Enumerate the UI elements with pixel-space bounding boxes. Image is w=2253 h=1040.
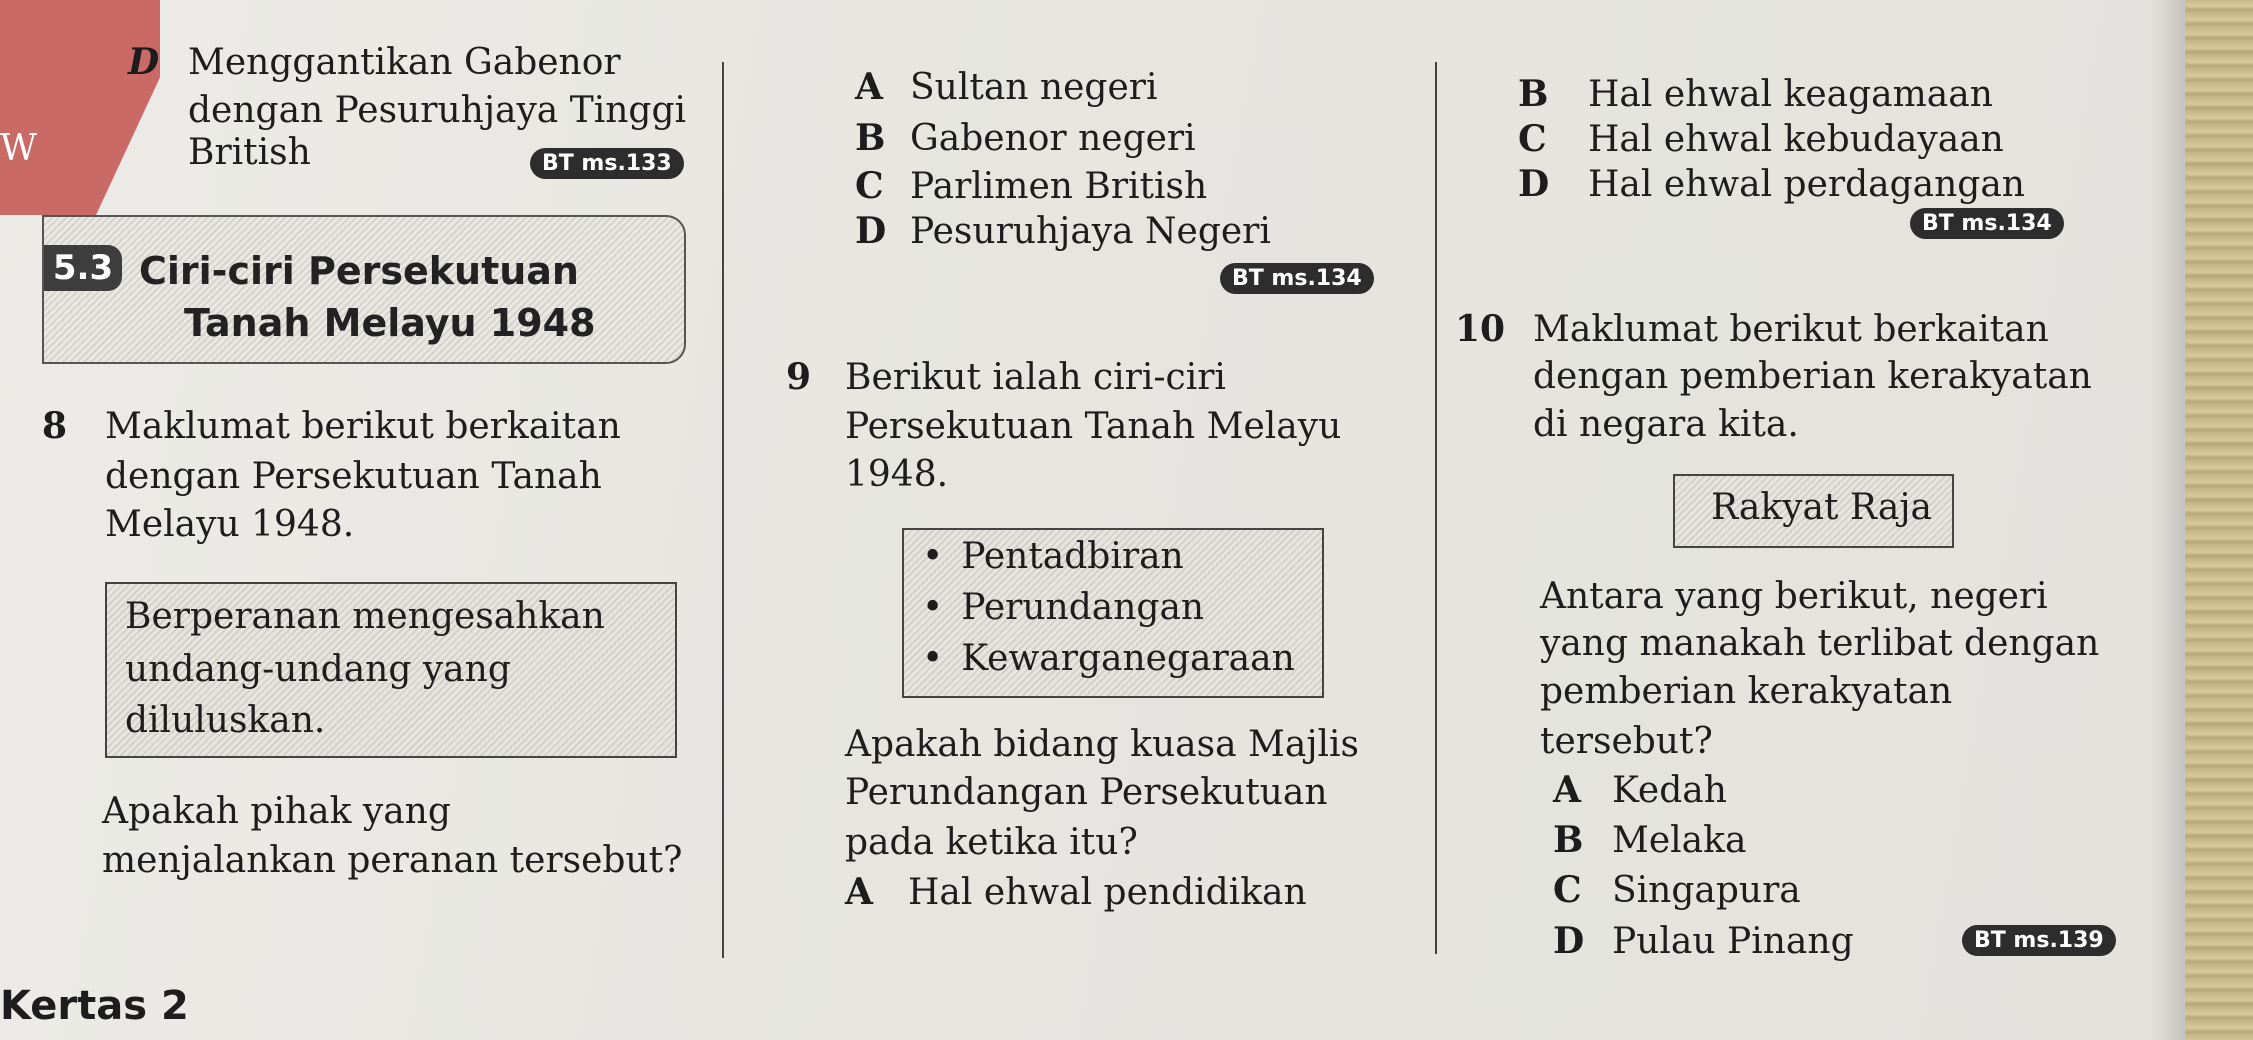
- q8-page-ref-badge: BT ms.134: [1220, 263, 1374, 294]
- red-page-tab: [0, 0, 160, 215]
- q9-number: 9: [786, 356, 812, 398]
- q10-number: 10: [1455, 308, 1506, 350]
- q8-question-line2: menjalankan peranan tersebut?: [102, 840, 683, 881]
- q9-option-b-text: Hal ehwal keagamaan: [1588, 74, 1993, 115]
- q8-box-line1: Berperanan mengesahkan: [125, 596, 605, 637]
- q9-page-ref-badge: BT ms.134: [1910, 208, 2064, 239]
- column-divider-right: [1435, 62, 1437, 954]
- q10-question-line3: pemberian kerakyatan: [1540, 671, 1953, 712]
- q9-bullet-1: • Pentadbiran: [922, 532, 1184, 581]
- page-shadow: [2150, 0, 2190, 1040]
- q8-number: 8: [42, 405, 68, 447]
- q8-box-line2: undang-undang yang: [125, 649, 511, 690]
- q9-stem-line2: Persekutuan Tanah Melayu: [845, 406, 1342, 447]
- q7-option-d-line2: dengan Pesuruhjaya Tinggi: [188, 90, 687, 131]
- q8-question-line1: Apakah pihak yang: [102, 791, 451, 832]
- section-number: 5.3: [44, 245, 122, 291]
- q8-stem-line1: Maklumat berikut berkaitan: [105, 406, 621, 447]
- q10-stem-line3: di negara kita.: [1533, 404, 1799, 445]
- q10-stem-line2: dengan pemberian kerakyatan: [1533, 356, 2092, 397]
- q10-option-a-letter: A: [1553, 769, 1581, 811]
- q7-option-d-line3: British: [188, 132, 311, 173]
- q10-page-ref-badge: BT ms.139: [1962, 925, 2116, 956]
- book-spine-edge: [2185, 0, 2253, 1040]
- section-title: [139, 245, 596, 349]
- q9-stem-line3: 1948.: [845, 454, 949, 495]
- q9-option-a-letter: A: [845, 871, 873, 913]
- q9-option-a-text: Hal ehwal pendidikan: [908, 872, 1307, 913]
- q8-option-d-text: Pesuruhjaya Negeri: [910, 211, 1271, 252]
- q10-option-c-letter: C: [1553, 869, 1582, 911]
- q8-option-b-letter: B: [855, 117, 886, 159]
- section-title-line2: Tanah Melayu 1948: [184, 301, 596, 345]
- q8-option-c-text: Parlimen British: [910, 166, 1208, 207]
- q8-box-line3: diluluskan.: [125, 700, 326, 741]
- q8-option-c-letter: C: [855, 165, 884, 207]
- q10-question-line4: tersebut?: [1540, 721, 1713, 762]
- q10-option-b-text: Melaka: [1612, 820, 1747, 861]
- q9-option-b-letter: B: [1518, 73, 1549, 115]
- q10-box-text: Rakyat Raja: [1711, 487, 1932, 528]
- q9-bullet-2: • Perundangan: [922, 583, 1204, 632]
- column-divider-left: [722, 62, 724, 958]
- q8-option-a-text: Sultan negeri: [910, 67, 1158, 108]
- q10-question-line1: Antara yang berikut, negeri: [1540, 576, 2048, 617]
- q9-question-line3: pada ketika itu?: [845, 822, 1138, 863]
- q10-option-c-text: Singapura: [1612, 870, 1801, 911]
- q10-option-d-letter: D: [1553, 920, 1585, 962]
- q10-option-b-letter: B: [1553, 819, 1584, 861]
- section-heading: [42, 215, 686, 364]
- q8-option-b-text: Gabenor negeri: [910, 118, 1196, 159]
- q10-question-line2: yang manakah terlibat dengan: [1540, 623, 2100, 664]
- q7-option-d-letter: D: [128, 41, 160, 83]
- q8-option-d-letter: D: [855, 210, 887, 252]
- q9-stem-line1: Berikut ialah ciri-ciri: [845, 357, 1226, 398]
- q8-stem-line2: dengan Persekutuan Tanah: [105, 456, 602, 497]
- q8-stem-line3: Melayu 1948.: [105, 504, 355, 545]
- section-title-line1: Ciri-ciri Persekutuan: [139, 249, 579, 293]
- q8-option-a-letter: A: [855, 66, 883, 108]
- q7-option-d-line1: Menggantikan Gabenor: [188, 42, 621, 83]
- q9-question-line1: Apakah bidang kuasa Majlis: [845, 724, 1359, 765]
- q9-question-line2: Perundangan Persekutuan: [845, 772, 1328, 813]
- q9-option-d-letter: D: [1518, 163, 1550, 205]
- q9-option-c-text: Hal ehwal kebudayaan: [1588, 119, 2004, 160]
- q10-stem-line1: Maklumat berikut berkaitan: [1533, 309, 2049, 350]
- q9-bullet-3: • Kewarganegaraan: [922, 634, 1295, 683]
- q10-option-d-text: Pulau Pinang: [1612, 921, 1854, 962]
- page-fragment-text: W: [0, 128, 38, 169]
- q10-option-a-text: Kedah: [1612, 770, 1727, 811]
- footer-kertas-label: Kertas 2: [0, 983, 189, 1029]
- q9-option-c-letter: C: [1518, 118, 1547, 160]
- q7-page-ref-badge: BT ms.133: [530, 148, 684, 179]
- q9-option-d-text: Hal ehwal perdagangan: [1588, 164, 2025, 205]
